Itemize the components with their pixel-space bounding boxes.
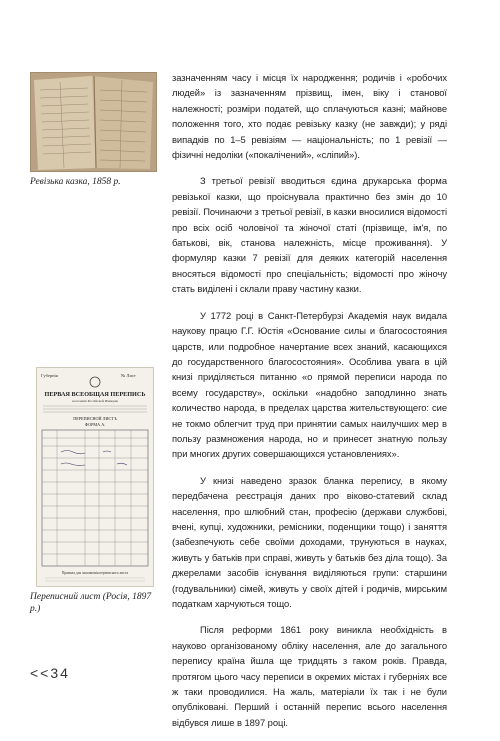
form-footer: Правила для заполненія переписного листа <box>61 571 129 575</box>
paragraph: З третьої ревізії вводиться єдина друкарська форма ревізької казки, що проіснувала практично без змін до 10 ревізії. Починаючи з третьої ревізії, в казки вносилися відомості про всіх осіб чоловічої та жіночої статі (прізвище, ім'я, по батькові, вік, станова належність, місце проживання). У формуляр казки 7 ревізії для деяких категорій населення вносяться відомості про спеціальність; відомості про жіночу стать виділені і склали праву частину казки. <box>172 175 447 295</box>
census-form-photo-icon <box>37 368 153 586</box>
form-subtitle: населенія Россійской Имперіи <box>72 399 118 403</box>
page-number: <<34 <box>30 665 70 681</box>
figure-caption: Ревізька казка, 1858 р. <box>30 177 121 187</box>
census-form-photo <box>36 367 154 587</box>
main-text-column <box>172 70 447 741</box>
form-label: ФОРМА А. <box>84 422 106 427</box>
paragraph: У 1772 році в Санкт-Петербурзі Академія наук видала наукову працю Г.Г. Юстія «Основание силы и благосостояния царств, или подробное начертание всех знаний, касающихся до государственного благосостояния». Особлива увага в цій книзі приділяється питанню «о прямой переписи народа по всему государству», оскільки «надобно заподлинно знать количество народа, в пределах царства жительствующего: сие не токмо облегчит труд при принятии самых наилучших мер в пользу размножения народа, но и принесет знатную пользу при многих других совершающихся установлениях». <box>172 309 447 460</box>
form-header-left: Губернія <box>41 373 58 378</box>
census-document-photo <box>30 72 157 172</box>
form-title: ПЕРВАЯ ВСЕОБЩАЯ ПЕРЕПИСЬ <box>44 391 146 398</box>
form-name: ПЕРЕПИСНОЙ ЛИСТЪ <box>73 416 117 421</box>
paragraph: Після реформи 1861 року виникла необхідність в науково організованому обліку населення, але до загального перепису країна йшла ще тридцять з гаком років. Правда, протягом цього часу переписи в окремих містах і губерніях все ж таки проводилися. На жаль, матеріали їх так і не були опубліковані. Перший і останній перепис всього населення відбувся лише в 1897 році. <box>172 624 447 728</box>
form-header-right: № Лист <box>121 373 136 378</box>
census-document-photo-icon <box>30 72 157 172</box>
paragraph: зазначенням часу і місця їх народження; родичів і «робочих людей» із зазначенням прізвищ, імен, віку і станової належності; розміри податей, що сплачуються казні; майнове положення того, хто подає ревізьку казку (не завжди); у ряді випадків по 1–5 ревізіям — національність; по 1 ревізії — фізичні недоліки («покалічений», «сліпий»). <box>172 72 447 161</box>
figure-caption: Переписний лист (Росія, 1897 р.) <box>30 592 152 614</box>
paragraph: У книзі наведено зразок бланка перепису, в якому передбачена реєстрація даних про віково-статевий склад населення, про шлюбний стан, професію (держави службові, вчені, купці, художники, ремісники, поденщики тощо) і заняття (забезпечують себе своїми доходами, трунуються в науках, живуть у батьків при справі, живуть у батьків без діла тощо). За джерелами засобів існування виділяються групи: старшини (годувальники) сімей, живуть у своїх дітей і родичів, мирським податкам харчуються тощо. <box>172 474 447 609</box>
